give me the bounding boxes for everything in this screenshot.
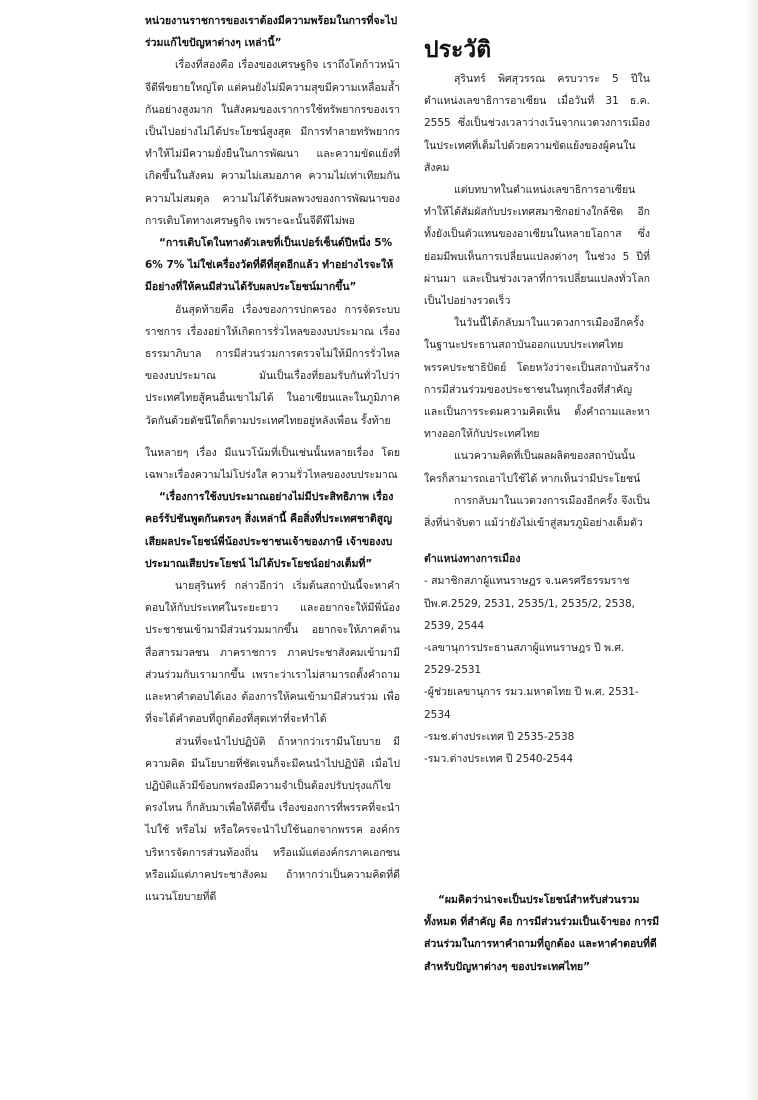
biography-title: ประวัติ: [424, 37, 492, 63]
paragraph-concept: แนวความคิดที่เป็นผลผลิตของสถาบันนั้น ใครก็สามารถเอาไปใช้ได้ หากเห็นว่ามีประโยชน์: [424, 450, 641, 485]
paragraph-comeback: การกลับมาในแวดวงการเมืองอีกครั้ง จึงเป็นสิ่งที่น่าจับตา แม้ว่ายังไม่เข้าสู่สมรภูมิอย่างเต็มตัว: [424, 494, 650, 530]
paragraph-governance: อันสุดท้ายคือ เรื่องของการปกครอง การจัดระบบราชการ เรื่องอย่าให้เกิดการรั่วไหลของงบประมาณ เรื่องธรรมาภิบาล การมีส่วนร่วมการตรวจไม่ให้มีการรั่วไหลของงบประมาณ มันเป็นเรื่องที่ยอมรับกันทั่วไปว่าประเทศไทยสู้คนอื่นเขาไม่ได้ ในอาเซียนและในภูมิภาควัดกันด้วยดัชนีใดก็ตามประเทศไทยอยู่หลังเพื่อน รั้งท้าย: [145, 303, 400, 427]
paragraph-practice: ส่วนที่จะนำไปปฏิบัติ ถ้าหากว่าเรามีนโยบาย มีความคิด มีนโยบายที่ชัดเจนก็จะมีคนนำไปปฏิบัติ เมื่อไปปฏิบัติแล้วมีข้อบกพร่องมีความจำเป็นต้องปรับปรุงแก้ไข ตรงไหน ก็กลับมาเพื่อให้ดีขึ้น เรื่องของการที่พรรคที่จะนำไปใช้ หรือไม่ หรือใครจะนำไปใช้นอกจากพรรค องค์กรบริหารจัดการส่วนท้องถิ่น หรือแม้แต่องค์กรภาคเอกชน หรือแม้แต่ภาคประชาสังคม ถ้าหากว่าเป็นความคิดที่ดี แนวนโยบายที่ดี: [145, 735, 400, 903]
career-item: -รมช.ต่างประเทศ ปี 2535-2538: [424, 730, 575, 743]
paragraph-bio: สุรินทร์ พิศสุวรรณ ครบวาระ 5 ปีในตำแหน่งเลขาธิการอาเซียน เมื่อวันที่ 31 ธ.ค. 2555 ซึ่งเป็นช่วงเวลาว่างเว้นจากแวดวงการเมืองในประเทศที่เต็มไปด้วยความขัดแย้งของผู้คนในสังคม: [424, 73, 650, 174]
career-item: -รมว.ต่างประเทศ ปี 2540-2544: [424, 753, 574, 766]
paragraph-economy: เรื่องที่สองคือ เรื่องของเศรษฐกิจ เราถึงโตก้าวหน้า จีดีพีขยายใหญ่โต แต่คนยังไม่มีความสุขมีความเหลื่อมล้ำกันอย่างสูงมาก ในสังคมของเราการใช้ทรัพยากรของเราเป็นไปอย่างไม่ได้ประโยชน์สูงสุด มีการทำลายทรัพยากร ทำให้ไม่มีความยั่งยืนในการพัฒนา และความขัดแย้งที่เกิดขึ้นในสังคม ความไม่เสมอภาค ความไม่เท่าเทียมกัน ความไม่สมดุล ความไม่ได้รับผลพวงของการพัฒนาของการเติบโตทางเศรษฐกิจ เพราะฉะนั้นจีดีพีไม่พอ: [145, 59, 400, 227]
scan-shadow: [746, 0, 758, 1100]
career-title: ตำแหน่งทางการเมือง: [424, 553, 521, 566]
paragraph-governance-continued: ในหลายๆ เรื่อง มีแนวโน้มที่เป็นเช่นนั้นหลายเรื่อง โดยเฉพาะเรื่องความไม่โปร่งใส ความรั่วไหลของงบประมาณ: [145, 446, 400, 482]
career-item: -ผู้ช่วยเลขานุการ รมว.มหาดไทย ปี พ.ศ. 2531-2534: [424, 686, 639, 721]
paragraph-asean: แต่บทบาทในตำแหน่งเลขาธิการอาเซียนทำให้ได้สัมผัสกับประเทศสมาชิกอย่างใกล้ชิด อีกทั้งยังเป็นตัวแทนของอาเซียนในหลายโอกาส ซึ่งย่อมมีพบเห็นการเปลี่ยนแปลงต่างๆ ในช่วง 5 ปีที่ผ่านมา และเป็นช่วงเวลาที่การเปลี่ยนแปลงทั่วโลกเป็นไปอย่างรวดเร็ว: [424, 184, 650, 308]
career-item: - สมาชิกสภาผู้แทนราษฎร จ.นครศรีธรรมราช ปีพ.ศ.2529, 2531, 2535/1, 2535/2, 2538, 2539, 2544: [424, 575, 636, 632]
left-column: [145, 10, 400, 908]
quote-growth: “การเติบโตในทางตัวเลขที่เป็นเปอร์เซ็นต์ปีหนึ่ง 5% 6% 7% ไม่ใช่เครื่องวัดที่ดีที่สุดอีกแล้ว ทำอย่างไรจะให้มีอย่างที่ให้คนมีส่วนได้รับผลประโยชน์มากขึ้น”: [145, 237, 394, 294]
paragraph-institute: นายสุรินทร์ กล่าวอีกว่า เริ่มต้นสถาบันนี้จะหาคำตอบให้กับประเทศในระยะยาว และอยากจะให้มีพี่น้องประชาชนเข้ามามีส่วนร่วมมากขึ้น อยากจะให้ภาคด้านสื่อสารมวลชน ภาคราชการ ภาคประชาสังคมเข้ามามีส่วนร่วมกับเรามากขึ้น เพราะว่าเราไม่สามารถตั้งคำถาม และหาคำตอบได้เอง ต้องการให้คนเข้ามามีส่วนร่วม เพื่อที่จะได้คำตอบที่ถูกต้องที่สุดเท่าที่จะทำได้: [145, 580, 400, 726]
quote-budget: “เรื่องการใช้งบประมาณอย่างไม่มีประสิทธิภาพ เรื่องคอร์รัปชันพูดกันตรงๆ สิ่งเหล่านี้ คือสิ่งที่ประเทศชาติสูญเสียผลประโยชน์พี่น้องประชาชนเจ้าของภาษี เจ้าของงบประมาณเสียประโยชน์ ไม่ได้ประโยชน์อย่างเต็มที่”: [145, 491, 394, 570]
career-list: [424, 570, 650, 770]
career-item: -เลขานุการประธานสภาผู้แทนราษฎร ปี พ.ศ. 2529-2531: [424, 642, 625, 677]
lead-quote: หน่วยงานราชการของเราต้องมีความพร้อมในการที่จะไปร่วมแก้ไขปัญหาต่างๆ เหล่านี้”: [145, 15, 398, 50]
right-column: [424, 36, 650, 770]
pull-quote: “ผมคิดว่าน่าจะเป็นประโยชน์สำหรับส่วนรวมทั้งหมด ที่สำคัญ คือ การมีส่วนร่วมเป็นเจ้าของ การมีส่วนร่วมในการหาคำถามที่ถูกต้อง และหาคำตอบที่ดี สำหรับปัญหาต่างๆ ของประเทศไทย”: [424, 894, 660, 973]
paragraph-return: ในวันนี้ได้กลับมาในแวดวงการเมืองอีกครั้ง ในฐานะประธานสถาบันออกแบบประเทศไทย พรรคประชาธิปัตย์ โดยหวังว่าจะเป็นสถาบันสร้างการมีส่วนร่วมของประชาชนในทุกเรื่องที่สำคัญ และเป็นการระดมความคิดเห็น ตั้งคำถามและหาทางออกให้กับประเทศไทย: [424, 317, 650, 441]
